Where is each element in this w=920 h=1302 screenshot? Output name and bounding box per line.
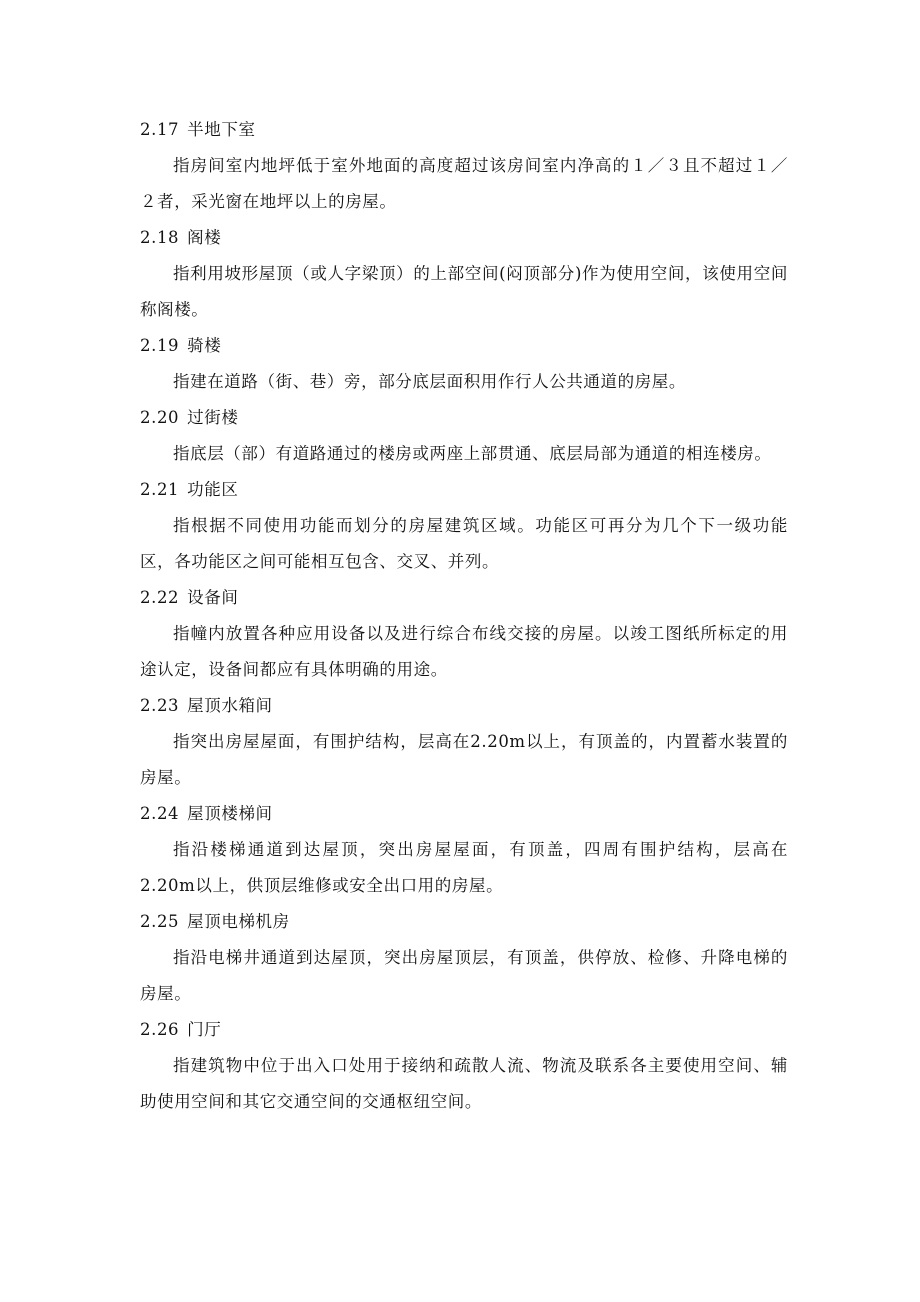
section-title: 屋顶楼梯间 (187, 804, 273, 823)
section-number: 2.26 (140, 1020, 180, 1039)
document-body (140, 112, 788, 1120)
section-heading (140, 112, 788, 148)
section-number: 2.24 (140, 804, 180, 823)
section-title: 设备间 (187, 588, 239, 607)
section-text: 指房间室内地坪低于室外地面的高度超过该房间室内净高的１／３且不超过１／２者，采光窗在地坪以上的房屋。 (140, 156, 788, 211)
section-number: 2.23 (140, 696, 180, 715)
section-heading (140, 220, 788, 256)
section-title: 过街楼 (187, 408, 239, 427)
section-2-23 (140, 688, 788, 796)
section-title: 骑楼 (187, 336, 222, 355)
section-2-18 (140, 220, 788, 328)
section-heading (140, 688, 788, 724)
section-title: 功能区 (187, 480, 239, 499)
section-heading (140, 580, 788, 616)
section-number: 2.25 (140, 912, 180, 931)
section-number: 2.19 (140, 336, 180, 355)
section-heading (140, 796, 788, 832)
section-number: 2.17 (140, 120, 180, 139)
section-2-17 (140, 112, 788, 220)
section-title: 半地下室 (187, 120, 256, 139)
section-text: 指沿楼梯通道到达屋顶，突出房屋屋面，有顶盖，四周有围护结构，层高在2.20m以上，供顶层维修或安全出口用的房屋。 (140, 840, 788, 895)
section-2-22 (140, 580, 788, 688)
section-title: 门厅 (187, 1020, 222, 1039)
section-number: 2.18 (140, 228, 180, 247)
section-number: 2.21 (140, 480, 180, 499)
section-2-19 (140, 328, 788, 400)
section-text: 指幢内放置各种应用设备以及进行综合布线交接的房屋。以竣工图纸所标定的用途认定，设备间都应有具体明确的用途。 (140, 624, 788, 679)
section-2-21 (140, 472, 788, 580)
section-text: 指底层（部）有道路通过的楼房或两座上部贯通、底层局部为通道的相连楼房。 (173, 444, 772, 463)
section-text: 指建筑物中位于出入口处用于接纳和疏散人流、物流及联系各主要使用空间、辅助使用空间和其它交通空间的交通枢纽空间。 (140, 1056, 788, 1111)
section-text: 指建在道路（街、巷）旁，部分底层面积用作行人公共通道的房屋。 (173, 372, 686, 391)
section-heading (140, 1012, 788, 1048)
section-title: 屋顶水箱间 (187, 696, 273, 715)
section-text: 指沿电梯井通道到达屋顶，突出房屋顶层，有顶盖，供停放、检修、升降电梯的房屋。 (140, 948, 788, 1003)
section-title: 阁楼 (187, 228, 222, 247)
section-heading (140, 328, 788, 364)
section-2-24 (140, 796, 788, 904)
section-heading (140, 400, 788, 436)
section-text: 指根据不同使用功能而划分的房屋建筑区域。功能区可再分为几个下一级功能区，各功能区之间可能相互包含、交叉、并列。 (140, 516, 788, 571)
section-title: 屋顶电梯机房 (187, 912, 290, 931)
section-heading (140, 472, 788, 508)
section-number: 2.20 (140, 408, 180, 427)
section-2-25 (140, 904, 788, 1012)
section-text: 指利用坡形屋顶（或人字梁顶）的上部空间(闷顶部分)作为使用空间，该使用空间称阁楼。 (140, 264, 788, 319)
section-heading (140, 904, 788, 940)
section-2-26 (140, 1012, 788, 1120)
section-2-20 (140, 400, 788, 472)
section-text: 指突出房屋屋面，有围护结构，层高在2.20m以上，有顶盖的，内置蓄水装置的房屋。 (140, 732, 788, 787)
section-number: 2.22 (140, 588, 180, 607)
